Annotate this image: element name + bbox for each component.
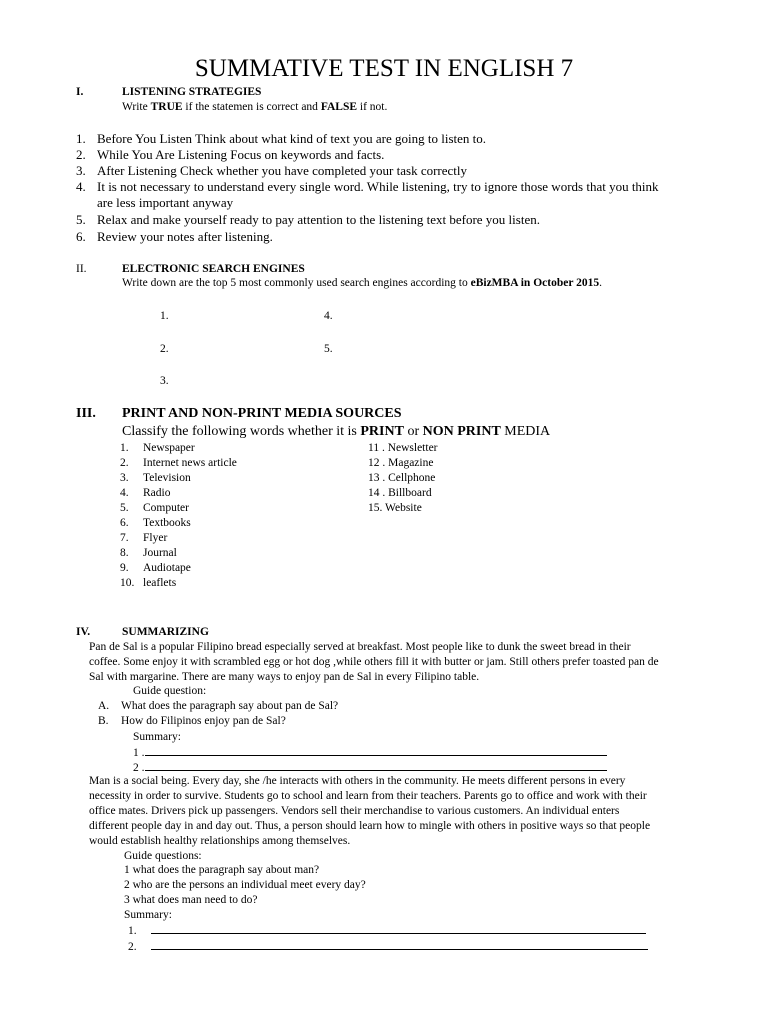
section-2-heading: ELECTRONIC SEARCH ENGINES (122, 263, 305, 275)
instruction-nonprint: NON PRINT (422, 424, 501, 439)
list-item: While You Are Listening Focus on keywords and facts. (97, 147, 385, 162)
instruction-text: if not. (357, 101, 388, 113)
instruction-print: PRINT (360, 424, 404, 439)
instruction-false: FALSE (320, 101, 358, 113)
list-item: Relax and make yourself ready to pay attention to the listening text before you listen. (97, 212, 540, 227)
section-3-number: III. (76, 406, 96, 421)
list-number: 7. (120, 532, 129, 544)
paragraph-line: different people day in and day out. Thus, a person should learn how to mingle with others in positive ways so that people (89, 820, 651, 832)
page-title: SUMMATIVE TEST IN ENGLISH 7 (194, 55, 574, 82)
instruction-text: or (403, 424, 423, 439)
section-1-number: I. (76, 86, 84, 98)
section-1-heading: LISTENING STRATEGIES (122, 86, 262, 98)
paragraph-line: Pan de Sal is a popular Filipino bread especially served at breakfast. Most people like to dunk the sweet bread in their (89, 641, 631, 653)
summary-line-2 (128, 939, 648, 954)
list-number: 1. (76, 131, 86, 146)
section-2-number: II. (76, 263, 87, 275)
list-item: 12 . Magazine (368, 457, 434, 469)
guide-question: 2 who are the persons an individual meet every day? (124, 879, 366, 891)
paragraph-line: would establish healthy relationships among themselves. (89, 835, 351, 847)
instruction-emphasis: eBizMBA in October 2015 (470, 277, 600, 289)
summary-number: 2 . (133, 762, 145, 774)
list-item: 14 . Billboard (368, 487, 432, 499)
answer-line[interactable] (151, 923, 646, 934)
list-item: Newspaper (143, 442, 195, 454)
list-number: 9. (120, 562, 129, 574)
instruction-text: Write (122, 101, 151, 113)
list-item: Textbooks (143, 517, 191, 529)
summary-number: 1. (128, 925, 137, 937)
instruction-true: TRUE (150, 101, 183, 113)
guide-question-label: Guide questions: (124, 850, 202, 862)
paragraph-line: Sal with margarine. There are many ways to enjoy pan de Sal in every Filipino table. (89, 671, 480, 683)
answer-line[interactable] (145, 745, 607, 756)
summary-line-2 (133, 760, 607, 775)
guide-question: What does the paragraph say about pan de Sal? (121, 700, 339, 712)
list-number: 2. (120, 457, 129, 469)
paragraph-line: necessity in order to survive. Students go to school and learn from their teachers. Parents go to office and work with their (89, 790, 647, 802)
list-item: Internet news article (143, 457, 237, 469)
list-item: 11 . Newsletter (368, 442, 438, 454)
summary-number: 1 . (133, 747, 145, 759)
list-number: 4. (120, 487, 129, 499)
summary-line-1 (133, 745, 607, 760)
instruction-text: MEDIA (500, 424, 551, 439)
guide-question: How do Filipinos enjoy pan de Sal? (121, 715, 286, 727)
instruction-text: if the statemen is correct and (182, 101, 321, 113)
list-item: 13 . Cellphone (368, 472, 436, 484)
guide-question: 3 what does man need to do? (124, 894, 258, 906)
section-3-instruction (122, 424, 550, 440)
answer-line[interactable] (145, 760, 607, 771)
section-4-heading: SUMMARIZING (122, 626, 209, 638)
answer-blank-2: 2. (160, 343, 169, 355)
list-number: 8. (120, 547, 129, 559)
list-item: leaflets (143, 577, 177, 589)
list-number: 3. (76, 163, 86, 178)
list-number: A. (98, 700, 110, 712)
list-number: 6. (76, 229, 86, 244)
answer-blank-3: 3. (160, 375, 169, 387)
section-3-heading: PRINT AND NON-PRINT MEDIA SOURCES (122, 406, 402, 421)
list-item: Computer (143, 502, 189, 514)
list-number: 5. (120, 502, 129, 514)
summary-label: Summary: (124, 909, 172, 921)
instruction-text: Classify the following words whether it is (122, 424, 361, 439)
list-item: Audiotape (143, 562, 191, 574)
section-4-number: IV. (76, 626, 91, 638)
list-item: After Listening Check whether you have completed your task correctly (97, 163, 468, 178)
instruction-text: Write down are the top 5 most commonly used search engines according to (122, 277, 471, 289)
answer-blank-1: 1. (160, 310, 169, 322)
list-number: 1. (120, 442, 129, 454)
paragraph-line: office mates. Drivers pick up passengers. Vendors sell their merchandise to various customers. An individual enters (89, 805, 620, 817)
list-item: Flyer (143, 532, 168, 544)
summary-line-1 (128, 923, 646, 938)
list-item: It is not necessary to understand every single word. While listening, try to ignore those words that you think (97, 179, 659, 194)
list-item: 15. Website (368, 502, 422, 514)
list-number: B. (98, 715, 109, 727)
list-item: Before You Listen Think about what kind of text you are going to listen to. (97, 131, 486, 146)
list-item: Review your notes after listening. (97, 229, 273, 244)
list-number: 3. (120, 472, 129, 484)
list-item: Radio (143, 487, 171, 499)
list-number: 6. (120, 517, 129, 529)
summary-label: Summary: (133, 731, 181, 743)
list-number: 4. (76, 179, 86, 194)
list-item: Journal (143, 547, 177, 559)
guide-question: 1 what does the paragraph say about man? (124, 864, 320, 876)
answer-blank-4: 4. (324, 310, 333, 322)
paragraph-line: coffee. Some enjoy it with scrambled egg or hot dog ,while others fill it with butter or jam. Still others prefer toasted pan de (89, 656, 659, 668)
instruction-text: . (599, 277, 602, 289)
list-item: Television (143, 472, 191, 484)
answer-line[interactable] (151, 939, 648, 950)
list-number: 5. (76, 212, 86, 227)
summary-number: 2. (128, 941, 137, 953)
section-2-instruction (122, 276, 602, 290)
list-number: 10. (120, 577, 135, 589)
paragraph-line: Man is a social being. Every day, she /he interacts with others in the community. He meets different persons in every (89, 775, 626, 787)
answer-blank-5: 5. (324, 343, 333, 355)
guide-question-label: Guide question: (133, 685, 207, 697)
list-number: 2. (76, 147, 86, 162)
section-1-instruction (122, 100, 387, 114)
list-item: are less important anyway (97, 195, 234, 210)
